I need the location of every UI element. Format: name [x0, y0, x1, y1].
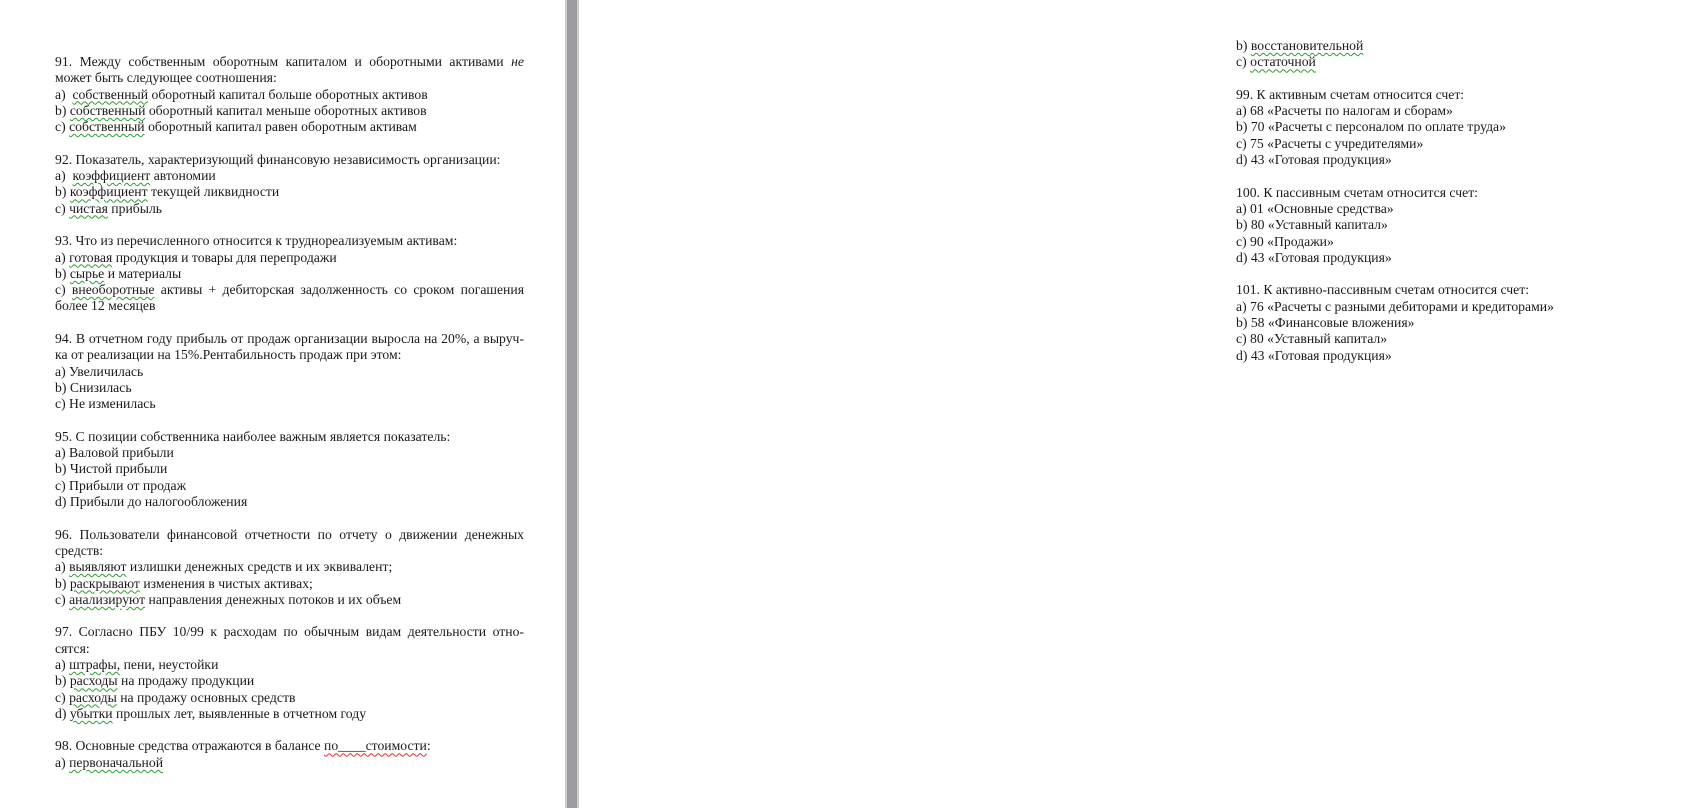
text-segment: ка от реализации на 15%.Рентабильность продаж при этом:	[55, 347, 402, 363]
page-gap-separator	[565, 0, 579, 808]
text-segment: пени, неустойки	[120, 656, 219, 672]
grammar-flagged-word: собственный	[69, 102, 146, 118]
question-block	[1236, 185, 1688, 266]
text-segment: продукция и товары для перепродажи	[112, 249, 337, 265]
text-segment: и материалы	[104, 265, 182, 281]
question-block	[55, 152, 524, 217]
text-line	[1236, 87, 1688, 103]
spelling-flagged-word: по____стоимости	[324, 738, 427, 754]
text-line	[55, 152, 524, 168]
text-segment: b)	[55, 575, 70, 591]
text-line	[55, 54, 524, 70]
text-segment: a)	[55, 754, 70, 770]
text-segment: активы + дебиторская задолженность со сроком погашения	[154, 282, 524, 298]
text-line	[1236, 282, 1688, 298]
text-line	[55, 461, 524, 477]
text-segment: b)	[1236, 38, 1251, 53]
text-segment: направления денежных потоков и их объем	[145, 591, 402, 607]
page-right	[579, 0, 1554, 808]
text-segment: c) 80 «Уставный капитал»	[1236, 331, 1388, 347]
text-line	[55, 331, 524, 347]
text-line	[1236, 136, 1688, 152]
question-block	[55, 527, 524, 608]
grammar-flagged-word: выявляют	[69, 559, 127, 575]
text-segment: 95. С позиции собственника наиболее важным является показатель:	[55, 428, 451, 444]
text-line	[1236, 201, 1688, 217]
text-segment: b) 58 «Финансовые вложения»	[1236, 315, 1415, 331]
text-line	[1236, 348, 1688, 364]
text-segment: 92. Показатель, характеризующий финансовую независимость организации:	[55, 151, 501, 167]
text-segment: a) Валовой прибыли	[55, 445, 174, 461]
text-line	[55, 347, 524, 363]
text-line	[55, 445, 524, 461]
text-segment: средств:	[55, 542, 104, 558]
text-line	[55, 755, 524, 771]
text-line	[55, 396, 524, 412]
grammar-flagged-word: собственный	[69, 119, 145, 135]
text-line	[1236, 119, 1688, 135]
text-segment: c)	[55, 119, 70, 135]
text-segment: 96. Пользователи финансовой отчетности по отчету о движении денежных	[55, 526, 524, 542]
text-line	[55, 380, 524, 396]
text-segment: b)	[55, 265, 70, 281]
text-line	[55, 641, 524, 657]
question-block	[55, 429, 524, 510]
text-segment: b)	[55, 184, 70, 200]
text-segment: 99. К активным счетам относится счет:	[1236, 86, 1465, 102]
grammar-flagged-word: чистая	[69, 200, 108, 216]
question-block	[1236, 282, 1688, 363]
text-segment: d) 43 «Готовая продукция»	[1236, 152, 1392, 168]
text-segment: сятся:	[55, 640, 90, 656]
text-line	[55, 364, 524, 380]
text-line	[55, 576, 524, 592]
text-line	[55, 690, 524, 706]
text-line	[55, 119, 524, 135]
text-segment: a) 76 «Расчеты с разными дебиторами и кредиторами»	[1236, 298, 1554, 314]
text-line	[1236, 250, 1688, 266]
text-segment: 94. В отчетном году прибыль от продаж организации выросла на 20%, а выруч-	[55, 331, 524, 347]
text-line	[1236, 299, 1688, 315]
text-line	[55, 657, 524, 673]
text-segment: c)	[55, 591, 70, 607]
text-segment: изменения в чистых активах;	[139, 575, 313, 591]
text-segment: b) 70 «Расчеты с персоналом по оплате труда»	[1236, 119, 1506, 135]
grammar-flagged-word: расходы	[69, 673, 118, 689]
text-line	[1236, 234, 1688, 250]
right-text-column	[1236, 38, 1688, 364]
text-segment: b) 80 «Уставный капитал»	[1236, 217, 1388, 233]
grammar-flagged-word: раскрывают	[69, 575, 140, 591]
text-segment: a)	[55, 86, 73, 102]
text-segment: прошлых лет, выявленные в отчетном году	[112, 705, 367, 721]
text-segment: d) 43 «Готовая продукция»	[1236, 347, 1392, 363]
text-segment: b)	[55, 673, 70, 689]
text-line	[55, 70, 524, 86]
text-segment: прибыль	[107, 200, 163, 216]
text-line	[55, 429, 524, 445]
text-segment: 98. Основные средства отражаются в балансе	[55, 738, 325, 754]
text-segment: может быть следующее соотношения:	[55, 70, 277, 86]
text-line	[1236, 54, 1688, 70]
grammar-flagged-word: сырье	[69, 265, 105, 281]
text-line	[55, 592, 524, 608]
text-line	[55, 103, 524, 119]
text-line	[55, 87, 524, 103]
text-segment: c) 75 «Расчеты с учредителями»	[1236, 135, 1424, 151]
text-line	[55, 527, 524, 543]
text-line	[55, 168, 524, 184]
text-segment: 93. Что из перечисленного относится к труднореализуемым активам:	[55, 233, 458, 249]
text-segment: оборотный капитал больше оборотных активов	[148, 86, 428, 102]
italic-text: не	[511, 54, 524, 69]
grammar-flagged-word: коэффициент	[72, 168, 151, 184]
text-line	[55, 706, 524, 722]
text-segment: b)	[55, 102, 70, 118]
text-segment: d) 43 «Готовая продукция»	[1236, 249, 1392, 265]
text-line	[1236, 185, 1688, 201]
text-line	[55, 233, 524, 249]
text-line	[55, 201, 524, 217]
text-line	[55, 478, 524, 494]
grammar-flagged-word: штрафы,	[69, 656, 121, 672]
text-line	[1236, 152, 1688, 168]
text-segment: 97. Согласно ПБУ 10/99 к расходам по обычным видам деятельности отно-	[55, 624, 524, 640]
text-segment: a) 68 «Расчеты по налогам и сборам»	[1236, 103, 1453, 119]
text-segment: более 12 месяцев	[55, 298, 156, 314]
text-segment: c)	[55, 282, 72, 298]
text-line	[55, 494, 524, 510]
grammar-flagged-word: первоначальной	[69, 754, 164, 770]
text-line	[55, 559, 524, 575]
text-line	[55, 673, 524, 689]
text-segment: a)	[55, 559, 70, 575]
text-segment: b) Снизилась	[55, 379, 132, 395]
question-block	[1236, 87, 1688, 168]
text-segment: b) Чистой прибыли	[55, 461, 168, 477]
text-segment: оборотный капитал меньше оборотных активов	[145, 102, 427, 118]
text-segment: a) 01 «Основные средства»	[1236, 200, 1394, 216]
text-segment: c)	[55, 200, 70, 216]
text-segment: a)	[55, 656, 70, 672]
question-block	[1236, 38, 1688, 71]
question-block	[55, 54, 524, 135]
text-line	[55, 624, 524, 640]
text-segment: c) Прибыли от продаж	[55, 477, 187, 493]
text-segment: :	[426, 738, 431, 754]
text-segment: a)	[55, 168, 73, 184]
grammar-flagged-word: готовая	[69, 249, 113, 265]
text-segment: c)	[55, 689, 70, 705]
text-segment: излишки денежных средств и их эквивалент;	[126, 559, 393, 575]
text-segment: на продажу основных средств	[116, 689, 296, 705]
page-left	[0, 0, 565, 808]
text-line	[55, 298, 524, 314]
grammar-flagged-word: убытки	[69, 705, 113, 721]
text-segment: оборотный капитал равен оборотным активам	[144, 119, 417, 135]
question-block	[55, 331, 524, 412]
text-line	[55, 543, 524, 559]
text-segment: c) 90 «Продажи»	[1236, 233, 1334, 249]
text-segment: a) Увеличилась	[55, 363, 144, 379]
grammar-flagged-word: анализируют	[69, 591, 146, 607]
text-segment: 101. К активно-пассивным счетам относится счет:	[1236, 282, 1530, 298]
grammar-flagged-word: собственный	[72, 86, 149, 102]
text-segment: a)	[55, 249, 70, 265]
grammar-flagged-word: остаточной	[1250, 54, 1316, 70]
text-segment: на продажу продукции	[117, 673, 255, 689]
question-block	[55, 233, 524, 314]
text-segment: 100. К пассивным счетам относится счет:	[1236, 184, 1478, 200]
grammar-flagged-word: восстановительной	[1250, 38, 1364, 53]
text-line	[55, 250, 524, 266]
grammar-flagged-word: расходы	[69, 689, 117, 705]
text-segment: c)	[1236, 54, 1251, 70]
text-line	[1236, 217, 1688, 233]
text-segment: d) Прибыли до налогообложения	[55, 494, 248, 510]
text-line	[55, 184, 524, 200]
text-line	[1236, 331, 1688, 347]
question-block	[55, 738, 524, 771]
text-segment: автономии	[150, 168, 216, 184]
text-line	[1236, 103, 1688, 119]
text-line	[55, 266, 524, 282]
text-line	[55, 282, 524, 298]
text-line	[1236, 315, 1688, 331]
text-segment: d)	[55, 705, 70, 721]
left-text-column	[55, 54, 524, 771]
grammar-flagged-word: внеоборотные	[71, 282, 155, 298]
grammar-flagged-word: коэффициент	[69, 184, 148, 200]
text-segment: текущей ликвидности	[147, 184, 280, 200]
question-block	[55, 624, 524, 722]
text-segment: c) Не изменилась	[55, 396, 156, 412]
text-segment: 91. Между собственным оборотным капиталом и оборотными активами	[55, 54, 512, 69]
text-line	[55, 738, 524, 754]
text-line	[1236, 38, 1688, 54]
